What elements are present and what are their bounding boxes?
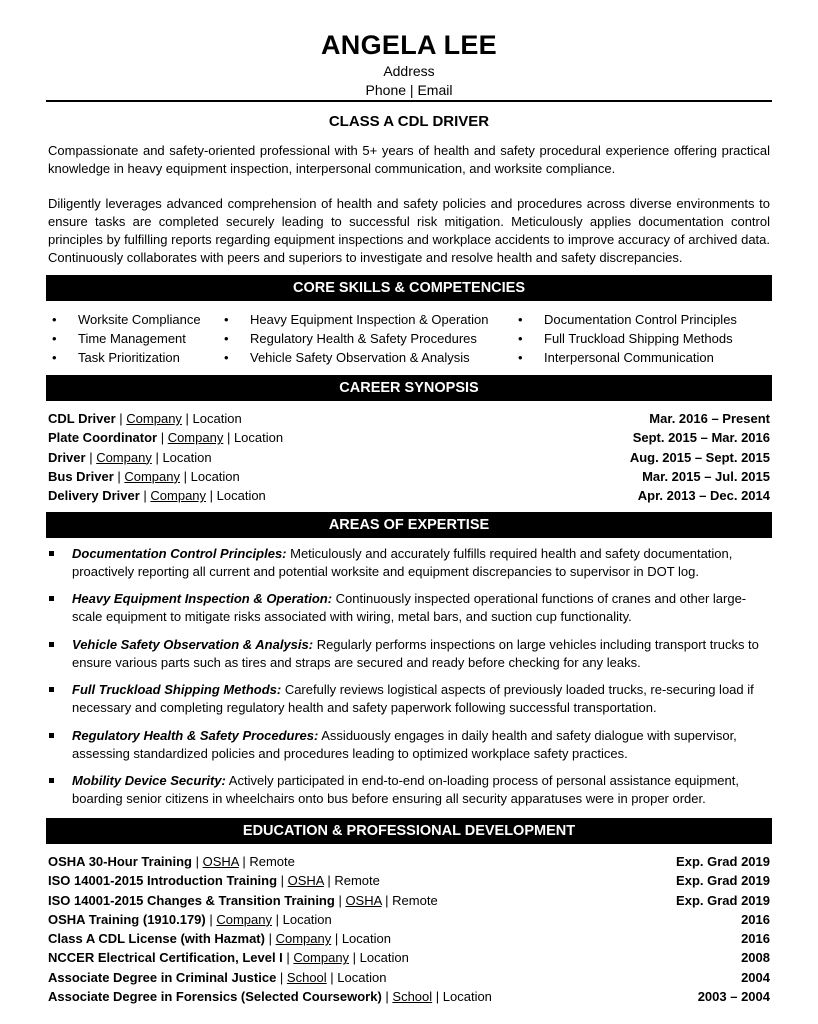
location: Location — [442, 989, 492, 1005]
date-range: Mar. 2016 – Present — [649, 411, 770, 426]
career-row: Bus Driver | Company | Location Mar. 2015 – Jul. 2015 — [48, 467, 770, 486]
education-title: ISO 14001-2015 Changes & Transition Training — [48, 892, 335, 908]
section-header-education: EDUCATION & PROFESSIONAL DEVELOPMENT — [46, 818, 772, 844]
institution-link[interactable]: OSHA — [287, 873, 324, 889]
square-bullet-icon — [49, 642, 54, 647]
bullet-icon: • — [224, 312, 229, 327]
location: Location — [233, 430, 284, 446]
career-row: CDL Driver | Company | Location Mar. 2016 – Present — [48, 409, 770, 428]
expertise-heading: Vehicle Safety Observation & Analysis: — [72, 636, 314, 652]
education-title: OSHA Training (1910.179) — [48, 911, 206, 927]
company-link[interactable]: Company — [124, 468, 180, 484]
expertise-text: Continuously inspected operational functions of cranes and other large-scale equipment to mitigate risks associated with wiring, metal bars, and suction cup functionality. — [72, 591, 747, 625]
education-title: OSHA 30-Hour Training — [48, 854, 192, 869]
summary-paragraph-2: Diligently leverages advanced comprehension of health and safety policies and procedures across diverse environments to ensure tasks are completed securely leading to successful risk mitigation. Meticulously applies documentation control principles by fulfilling reports regarding equipment inspections and workplace accidents to improve accuracy of archived data. Continuously collaborates with peers and superiors to investigate and resolve health and safety discrepancies. — [48, 196, 770, 265]
skill-item: • Task Prioritization — [52, 350, 180, 365]
expertise-item — [48, 727, 770, 763]
education-row: OSHA Training (1910.179) | Company | Location 2016 — [48, 910, 770, 929]
date-range: Mar. 2015 – Jul. 2015 — [642, 468, 770, 484]
company-link[interactable]: Company — [126, 411, 182, 426]
location: Location — [216, 488, 266, 504]
bullet-icon: • — [52, 350, 57, 365]
skill-item: • Vehicle Safety Observation & Analysis — [224, 350, 470, 365]
skill-item: • Worksite Compliance — [52, 312, 201, 327]
location: Remote — [334, 873, 380, 889]
education-title: Associate Degree in Criminal Justice — [48, 969, 277, 985]
location: Location — [192, 411, 242, 426]
bullet-icon: • — [52, 312, 57, 327]
candidate-name: ANGELA LEE — [320, 30, 497, 60]
section-header-career: CAREER SYNOPSIS — [46, 375, 772, 401]
address: Address — [383, 63, 435, 79]
education-date: 2016 — [741, 911, 770, 927]
expertise-text: Carefully reviews logistical aspects of previously loaded trucks, re-securing load if necessary and completing regulatory health and safety paperwork following successful transportation. — [72, 682, 754, 716]
expertise-text: Assiduously engages in daily health and safety dialogue with supervisor, assessing standardized policies and procedures leading to optimized workplace safety practices. — [72, 727, 737, 761]
contact-line: Phone | Email — [365, 82, 453, 98]
career-row: Plate Coordinator | Company | Location Sept. 2015 – Mar. 2016 — [48, 428, 770, 447]
role-title: Delivery Driver — [48, 488, 140, 504]
expertise-item — [48, 772, 770, 808]
expertise-text: Meticulously and accurately fulfills required health and safety documentation, proactively reporting all current and potential worksite and equipment discrepancies to supervisor in DOT log. — [72, 546, 733, 579]
skill-item: • Heavy Equipment Inspection & Operation — [224, 312, 489, 327]
education-date: Exp. Grad 2019 — [676, 854, 770, 869]
bullet-icon: • — [518, 350, 523, 365]
education-date: 2016 — [741, 931, 770, 947]
job-title: CLASS A CDL DRIVER — [328, 113, 490, 130]
education-row: ISO 14001-2015 Introduction Training | OSHA | Remote Exp. Grad 2019 — [48, 871, 770, 890]
education-date: 2004 — [741, 969, 770, 985]
skill-item: • Documentation Control Principles — [518, 312, 737, 327]
education-row: Associate Degree in Criminal Justice | School | Location 2004 — [48, 968, 770, 987]
expertise-item — [48, 545, 770, 581]
location: Location — [359, 950, 409, 966]
institution-link[interactable]: Company — [275, 931, 332, 947]
square-bullet-icon — [49, 778, 54, 783]
summary-paragraph-1: Compassionate and safety-oriented professional with 5+ years of health and safety procedural experience offering practical knowledge in heavy equipment inspection, interpersonal communication, and worksite compliance. — [48, 143, 770, 176]
role-title: Plate Coordinator — [48, 430, 158, 446]
bullet-icon: • — [224, 331, 229, 346]
company-link[interactable]: Company — [96, 449, 152, 465]
location: Remote — [392, 892, 438, 908]
education-title: ISO 14001-2015 Introduction Training — [48, 873, 278, 889]
education-title: Class A CDL License (with Hazmat) — [48, 931, 265, 947]
education-title: NCCER Electrical Certification, Level I — [48, 950, 283, 966]
expertise-list — [48, 545, 770, 817]
education-date: 2003 – 2004 — [697, 989, 770, 1005]
education-row: Class A CDL License (with Hazmat) | Company | Location 2016 — [48, 929, 770, 948]
institution-link[interactable]: OSHA — [202, 854, 239, 869]
institution-link[interactable]: OSHA — [345, 892, 382, 908]
education-date: 2008 — [741, 950, 770, 966]
expertise-text: Regularly performs inspections on large vehicles including transport trucks to ensure various parts such as tires and straps are secured and ready before checking for any leaks. — [72, 636, 759, 670]
career-row: Delivery Driver | Company | Location Apr. 2013 – Dec. 2014 — [48, 486, 770, 505]
location: Location — [341, 931, 391, 947]
education-date: Exp. Grad 2019 — [676, 873, 770, 889]
square-bullet-icon — [49, 596, 54, 601]
bullet-icon: • — [518, 312, 523, 327]
square-bullet-icon — [49, 687, 54, 692]
location: Location — [162, 449, 212, 465]
role-title: Bus Driver — [48, 468, 114, 484]
square-bullet-icon — [49, 551, 54, 556]
education-row: NCCER Electrical Certification, Level I | Company | Location 2008 — [48, 948, 770, 967]
expertise-heading: Full Truckload Shipping Methods: — [72, 682, 282, 698]
expertise-heading: Regulatory Health & Safety Procedures: — [72, 727, 319, 743]
bullet-icon: • — [518, 331, 523, 346]
expertise-heading: Mobility Device Security: — [72, 772, 226, 788]
skills-column-2 — [224, 310, 488, 367]
skill-item: • Regulatory Health & Safety Procedures — [224, 331, 477, 346]
location: Location — [190, 468, 240, 484]
bullet-icon: • — [52, 331, 57, 346]
education-title: Associate Degree in Forensics (Selected Coursework) — [48, 989, 382, 1005]
expertise-item — [48, 590, 770, 626]
institution-link[interactable]: Company — [216, 911, 272, 927]
expertise-heading: Documentation Control Principles: — [72, 546, 287, 561]
expertise-heading: Heavy Equipment Inspection & Operation: — [72, 591, 333, 607]
education-row: ISO 14001-2015 Changes & Transition Training | OSHA | Remote Exp. Grad 2019 — [48, 891, 770, 910]
institution-link[interactable]: Company — [293, 950, 350, 966]
role-title: CDL Driver — [48, 411, 116, 426]
location: Location — [337, 969, 387, 985]
career-row: Driver | Company | Location Aug. 2015 – Sept. 2015 — [48, 448, 770, 467]
date-range: Apr. 2013 – Dec. 2014 — [637, 488, 770, 504]
date-range: Aug. 2015 – Sept. 2015 — [629, 449, 770, 465]
expertise-item — [48, 636, 770, 672]
institution-link[interactable]: School — [392, 989, 433, 1005]
expertise-item — [48, 681, 770, 717]
education-row: OSHA 30-Hour Training | OSHA | Remote Exp. Grad 2019 — [48, 852, 770, 871]
education-row: Associate Degree in Forensics (Selected Coursework) | School | Location 2003 – 2004 — [48, 987, 770, 1006]
skill-item: • Interpersonal Communication — [518, 350, 714, 365]
date-range: Sept. 2015 – Mar. 2016 — [632, 430, 770, 446]
career-list — [48, 409, 770, 505]
education-date: Exp. Grad 2019 — [676, 892, 770, 908]
company-link[interactable]: Company — [150, 488, 207, 504]
bullet-icon: • — [224, 350, 229, 365]
location: Location — [282, 911, 332, 927]
role-title: Driver — [48, 449, 86, 465]
skill-item: • Full Truckload Shipping Methods — [518, 331, 733, 346]
section-header-expertise: AREAS OF EXPERTISE — [46, 512, 772, 538]
section-header-skills: CORE SKILLS & COMPETENCIES — [46, 275, 772, 301]
education-list — [48, 852, 770, 1006]
institution-link[interactable]: School — [286, 969, 327, 985]
company-link[interactable]: Company — [167, 430, 224, 446]
skill-item: • Time Management — [52, 331, 186, 346]
expertise-text: Actively participated in end-to-end on-loading process of personal assistance equipment, boarding senior citizens in wheelchairs onto bus before ensuring all security apparatuses were in proper order. — [72, 772, 739, 806]
location: Remote — [249, 854, 295, 869]
square-bullet-icon — [49, 733, 54, 738]
skills-column-3 — [518, 310, 737, 367]
header-divider — [46, 100, 772, 102]
skills-column-1 — [52, 310, 201, 367]
